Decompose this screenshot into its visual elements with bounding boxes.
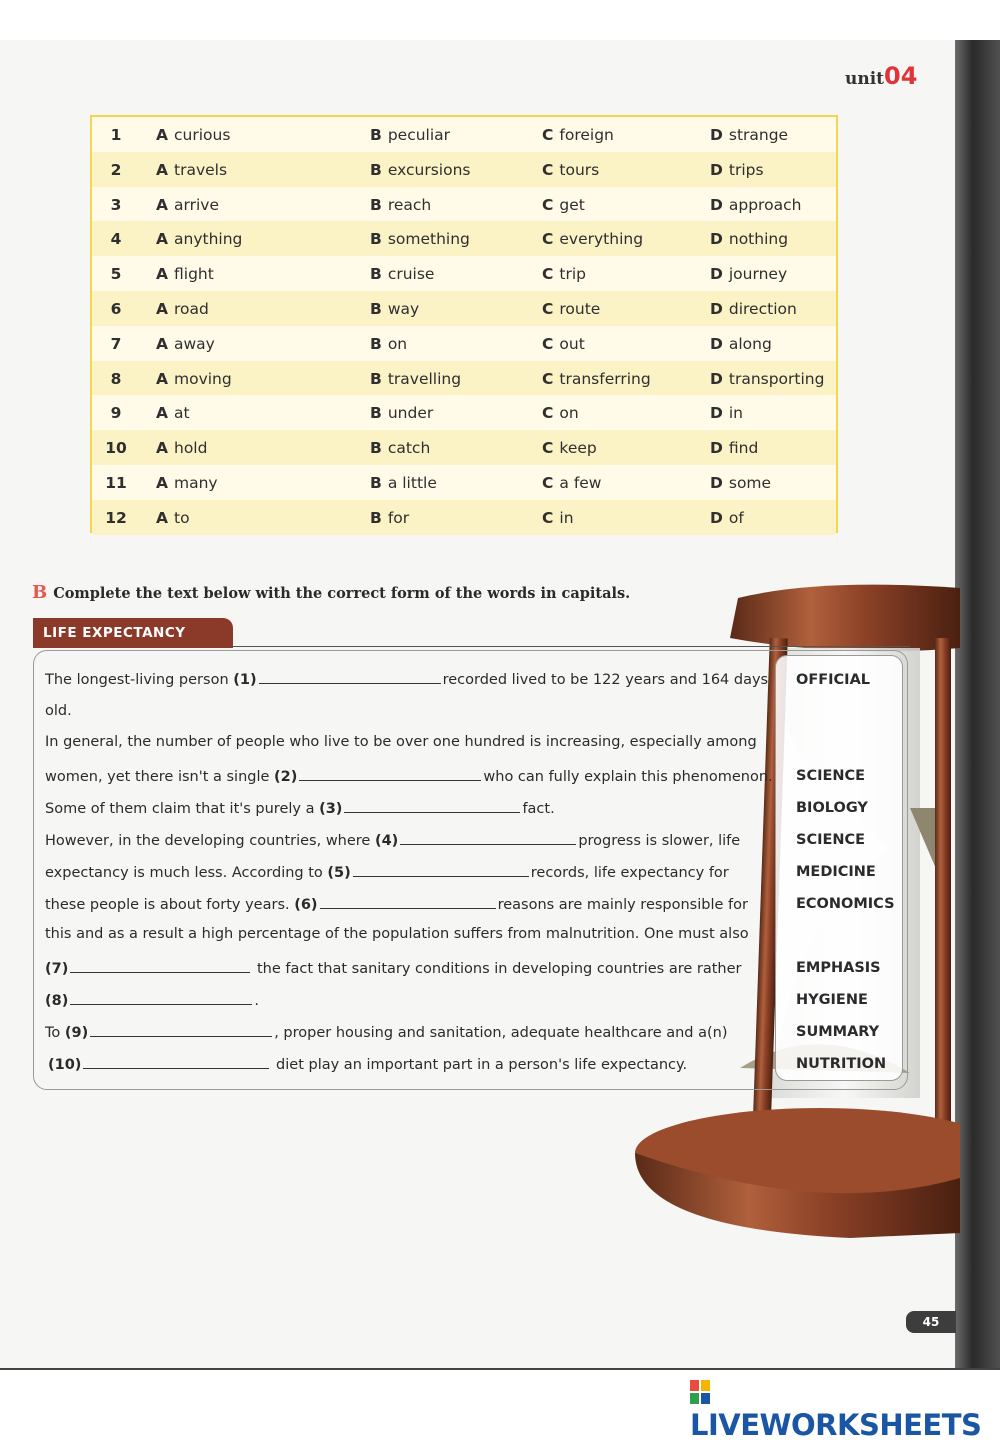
option-letter: C	[542, 404, 554, 423]
gap-number: (5)	[327, 865, 351, 881]
option-b[interactable]	[370, 230, 470, 248]
option-text: way	[387, 300, 420, 318]
unit-label	[845, 62, 917, 90]
gap-number: (8)	[45, 993, 69, 1009]
option-text: a few	[559, 474, 602, 492]
option-d[interactable]	[710, 265, 787, 283]
gap-4-blank[interactable]	[400, 830, 576, 845]
divider	[230, 646, 910, 647]
option-text: moving	[174, 369, 232, 388]
option-text: anything	[174, 230, 243, 249]
text: the fact that sanitary conditions in developing countries are rather	[256, 961, 742, 977]
gap-number: (2)	[274, 769, 298, 785]
option-text: on	[387, 334, 408, 353]
options-row	[92, 361, 836, 396]
option-letter: A	[156, 300, 168, 318]
option-letter: C	[542, 508, 554, 527]
option-b[interactable]	[370, 474, 437, 492]
option-text: curious	[174, 126, 231, 144]
option-b[interactable]	[370, 404, 433, 422]
option-text: on	[559, 404, 579, 423]
word-hygiene: HYGIENE	[796, 992, 868, 1008]
question-number: 7	[110, 334, 122, 353]
option-d[interactable]	[710, 335, 772, 353]
gap-number: (9)	[64, 1025, 89, 1041]
option-a[interactable]	[156, 126, 230, 144]
option-letter: C	[542, 265, 554, 284]
word-economics: ECONOMICS	[796, 896, 895, 912]
passage-line	[45, 669, 768, 688]
passage-line	[45, 798, 555, 817]
option-letter: C	[542, 160, 554, 179]
option-a[interactable]	[156, 509, 190, 527]
option-letter: D	[710, 160, 723, 179]
options-row	[92, 187, 836, 222]
option-text: at	[174, 404, 190, 423]
option-text: journey	[728, 265, 788, 284]
text: Some of them claim that it's purely a	[45, 801, 315, 817]
question-number: 12	[105, 508, 127, 527]
option-b[interactable]	[370, 439, 430, 457]
question-number: 9	[110, 404, 122, 423]
option-letter: A	[156, 404, 168, 423]
section-title: LIFE EXPECTANCY	[33, 618, 233, 648]
question-number: 3	[110, 195, 122, 214]
option-text: approach	[728, 195, 802, 214]
gap-7-blank[interactable]	[70, 958, 250, 973]
text: recorded lived to be 122 years and 164 days	[442, 672, 769, 688]
option-letter: C	[542, 439, 554, 458]
option-d[interactable]	[710, 370, 824, 388]
question-number: 6	[110, 300, 122, 318]
option-letter: B	[370, 474, 382, 492]
options-table	[90, 115, 838, 533]
page-number: 45	[906, 1311, 956, 1333]
option-d[interactable]	[710, 196, 801, 214]
option-b[interactable]	[370, 265, 434, 283]
option-text: peculiar	[387, 126, 451, 144]
option-text: trip	[559, 265, 586, 284]
passage-line	[45, 990, 259, 1009]
option-letter: A	[156, 160, 168, 179]
option-letter: C	[542, 334, 554, 353]
option-a[interactable]	[156, 439, 207, 457]
gap-number: (6)	[294, 897, 318, 913]
option-b[interactable]	[370, 509, 409, 527]
question-number: 8	[110, 369, 122, 388]
gap-6-blank[interactable]	[320, 894, 496, 909]
option-text: along	[728, 334, 772, 353]
option-letter: B	[370, 334, 382, 353]
section-b-instruction	[32, 582, 630, 603]
passage-line	[45, 766, 773, 785]
option-c[interactable]	[542, 335, 585, 353]
gap-2-blank[interactable]	[299, 766, 481, 781]
option-letter: D	[710, 300, 723, 318]
unit-number: 04	[884, 62, 918, 90]
text: progress is slower, life	[578, 833, 741, 849]
option-letter: A	[156, 195, 168, 214]
instruction-text: Complete the text below with the correct form of the words in capitals.	[53, 585, 631, 602]
option-letter: D	[710, 474, 723, 492]
text: women, yet there isn't a single	[45, 769, 270, 785]
option-text: find	[728, 439, 759, 458]
option-c[interactable]	[542, 161, 599, 179]
passage-line	[45, 830, 740, 849]
options-row	[92, 500, 836, 535]
option-letter: B	[370, 300, 382, 318]
gap-number: (10)	[48, 1057, 82, 1073]
passage-line	[45, 958, 742, 977]
option-letter: A	[156, 369, 168, 388]
option-text: road	[174, 300, 209, 318]
gap-number: (3)	[319, 801, 343, 817]
option-b[interactable]	[370, 370, 461, 388]
option-a[interactable]	[156, 404, 190, 422]
option-letter: B	[370, 404, 382, 423]
option-c[interactable]	[542, 439, 597, 457]
option-d[interactable]	[710, 474, 771, 492]
options-row	[92, 395, 836, 430]
option-text: in	[559, 508, 574, 527]
passage-line	[48, 1054, 687, 1073]
option-letter: B	[370, 369, 382, 388]
option-text: some	[728, 474, 772, 492]
passage-line: old.	[45, 703, 72, 719]
option-text: in	[728, 404, 744, 423]
option-b[interactable]	[370, 300, 419, 318]
question-number: 11	[105, 474, 127, 492]
text: diet play an important part in a person's life expectancy.	[276, 1057, 688, 1073]
option-text: transporting	[728, 369, 825, 388]
option-letter: D	[710, 508, 723, 527]
option-letter: B	[370, 160, 382, 179]
option-text: get	[559, 195, 585, 214]
options-row	[92, 117, 836, 152]
word-official: OFFICIAL	[796, 672, 871, 688]
option-d[interactable]	[710, 230, 788, 248]
unit-word: unit	[845, 69, 885, 89]
option-text: cruise	[387, 265, 435, 284]
question-number: 10	[105, 439, 127, 458]
option-b[interactable]	[370, 161, 470, 179]
question-number: 5	[110, 265, 122, 284]
option-text: for	[387, 508, 410, 527]
option-letter: A	[156, 334, 168, 353]
text: who can fully explain this phenomenon.	[483, 769, 773, 785]
option-letter: D	[710, 369, 723, 388]
text: reasons are mainly responsible for	[497, 897, 748, 913]
option-letter: A	[156, 474, 168, 492]
option-text: trips	[728, 160, 764, 179]
word-science: SCIENCE	[796, 768, 866, 784]
option-a[interactable]	[156, 300, 209, 318]
options-row	[92, 291, 836, 326]
option-letter: D	[710, 265, 723, 284]
options-row	[92, 430, 836, 465]
passage-line	[45, 894, 748, 913]
option-letter: B	[370, 230, 382, 249]
word-summary: SUMMARY	[796, 1024, 880, 1040]
passage-line	[45, 1022, 728, 1041]
gap-10-blank[interactable]	[83, 1054, 269, 1069]
option-text: direction	[728, 300, 797, 318]
option-c[interactable]	[542, 196, 585, 214]
text: .	[254, 993, 259, 1009]
option-letter: D	[710, 334, 723, 353]
brand-name: LIVEWORKSHEETS	[690, 1408, 982, 1442]
gap-9-blank[interactable]	[90, 1022, 272, 1037]
gap-number: (1)	[233, 672, 257, 688]
divider	[0, 1368, 1000, 1370]
option-text: reach	[387, 195, 432, 214]
options-row	[92, 326, 836, 361]
word-emphasis: EMPHASIS	[796, 960, 881, 976]
text: fact.	[522, 801, 555, 817]
options-row	[92, 152, 836, 187]
option-d[interactable]	[710, 404, 743, 422]
option-b[interactable]	[370, 126, 450, 144]
text: The longest-living person	[45, 672, 229, 688]
option-d[interactable]	[710, 439, 758, 457]
option-c[interactable]	[542, 300, 600, 318]
option-c[interactable]	[542, 404, 579, 422]
option-text: keep	[559, 439, 597, 458]
option-text: away	[174, 334, 215, 353]
option-text: travels	[174, 160, 228, 179]
option-letter: A	[156, 508, 168, 527]
question-number: 1	[110, 126, 122, 144]
option-text: something	[387, 230, 470, 249]
option-letter: C	[542, 230, 554, 249]
options-row	[92, 221, 836, 256]
option-text: catch	[387, 439, 431, 458]
option-c[interactable]	[542, 230, 643, 248]
word-biology: BIOLOGY	[796, 800, 868, 816]
gap-5-blank[interactable]	[353, 862, 529, 877]
option-letter: B	[370, 126, 382, 144]
option-c[interactable]	[542, 474, 602, 492]
option-text: foreign	[559, 126, 614, 144]
option-c[interactable]	[542, 509, 574, 527]
text: To	[45, 1025, 61, 1041]
word-medicine: MEDICINE	[796, 864, 876, 880]
option-text: a little	[387, 474, 437, 492]
gap-3-blank[interactable]	[344, 798, 520, 813]
option-text: out	[559, 334, 585, 353]
text: these people is about forty years.	[45, 897, 290, 913]
text: expectancy is much less. According to	[45, 865, 323, 881]
option-d[interactable]	[710, 300, 797, 318]
option-letter: A	[156, 439, 168, 458]
passage-line: this and as a result a high percentage of the population suffers from malnutrition. One must also	[45, 926, 749, 942]
option-letter: A	[156, 230, 168, 249]
options-row	[92, 256, 836, 291]
option-letter: D	[710, 404, 723, 423]
option-a[interactable]	[156, 230, 242, 248]
option-letter: C	[542, 300, 554, 318]
option-letter: A	[156, 265, 168, 284]
option-text: to	[174, 508, 190, 527]
option-c[interactable]	[542, 370, 651, 388]
option-a[interactable]	[156, 161, 227, 179]
gap-number: (4)	[374, 833, 399, 849]
option-text: many	[174, 474, 218, 492]
option-letter: D	[710, 195, 723, 214]
option-text: arrive	[174, 195, 219, 214]
passage-line	[45, 862, 729, 881]
option-text: of	[728, 508, 744, 527]
liveworksheets-logo-icon	[690, 1380, 710, 1404]
option-text: strange	[728, 126, 789, 144]
option-text: nothing	[728, 230, 789, 249]
option-text: everything	[559, 230, 644, 249]
question-number: 2	[110, 160, 122, 179]
text: However, in the developing countries, where	[45, 833, 371, 849]
option-letter: A	[156, 126, 168, 144]
passage-line: In general, the number of people who live to be over one hundred is increasing, especially among	[45, 734, 757, 750]
option-letter: B	[370, 265, 382, 284]
option-text: transferring	[559, 369, 651, 388]
word-nutrition: NUTRITION	[796, 1056, 887, 1072]
text: , proper housing and sanitation, adequate healthcare and a(n)	[274, 1025, 728, 1041]
option-text: tours	[559, 160, 600, 179]
option-c[interactable]	[542, 126, 614, 144]
option-b[interactable]	[370, 335, 407, 353]
option-a[interactable]	[156, 474, 218, 492]
option-text: excursions	[387, 160, 471, 179]
option-letter: B	[370, 195, 382, 214]
option-letter: B	[370, 439, 382, 458]
gap-1-blank[interactable]	[259, 669, 441, 684]
option-letter: D	[710, 439, 723, 458]
question-number: 4	[110, 230, 122, 249]
option-a[interactable]	[156, 196, 219, 214]
option-a[interactable]	[156, 265, 214, 283]
option-text: route	[559, 300, 601, 318]
page-binding-shadow	[955, 40, 1000, 1368]
gap-8-blank[interactable]	[70, 990, 252, 1005]
option-d[interactable]	[710, 161, 764, 179]
option-text: travelling	[387, 369, 462, 388]
option-text: under	[387, 404, 434, 423]
option-letter: D	[710, 126, 723, 144]
option-d[interactable]	[710, 509, 744, 527]
option-c[interactable]	[542, 265, 586, 283]
option-a[interactable]	[156, 370, 232, 388]
text: records, life expectancy for	[530, 865, 729, 881]
option-letter: B	[370, 508, 382, 527]
option-text: hold	[174, 439, 208, 458]
option-b[interactable]	[370, 196, 431, 214]
option-d[interactable]	[710, 126, 788, 144]
option-letter: D	[710, 230, 723, 249]
option-letter: C	[542, 369, 554, 388]
word-science: SCIENCE	[796, 832, 866, 848]
option-a[interactable]	[156, 335, 215, 353]
option-letter: C	[542, 474, 554, 492]
section-letter: B	[32, 582, 48, 603]
option-text: flight	[174, 265, 214, 284]
options-row	[92, 465, 836, 500]
brand-logo	[690, 1374, 1000, 1442]
option-letter: C	[542, 195, 554, 214]
gap-number: (7)	[45, 961, 69, 977]
option-letter: C	[542, 126, 554, 144]
